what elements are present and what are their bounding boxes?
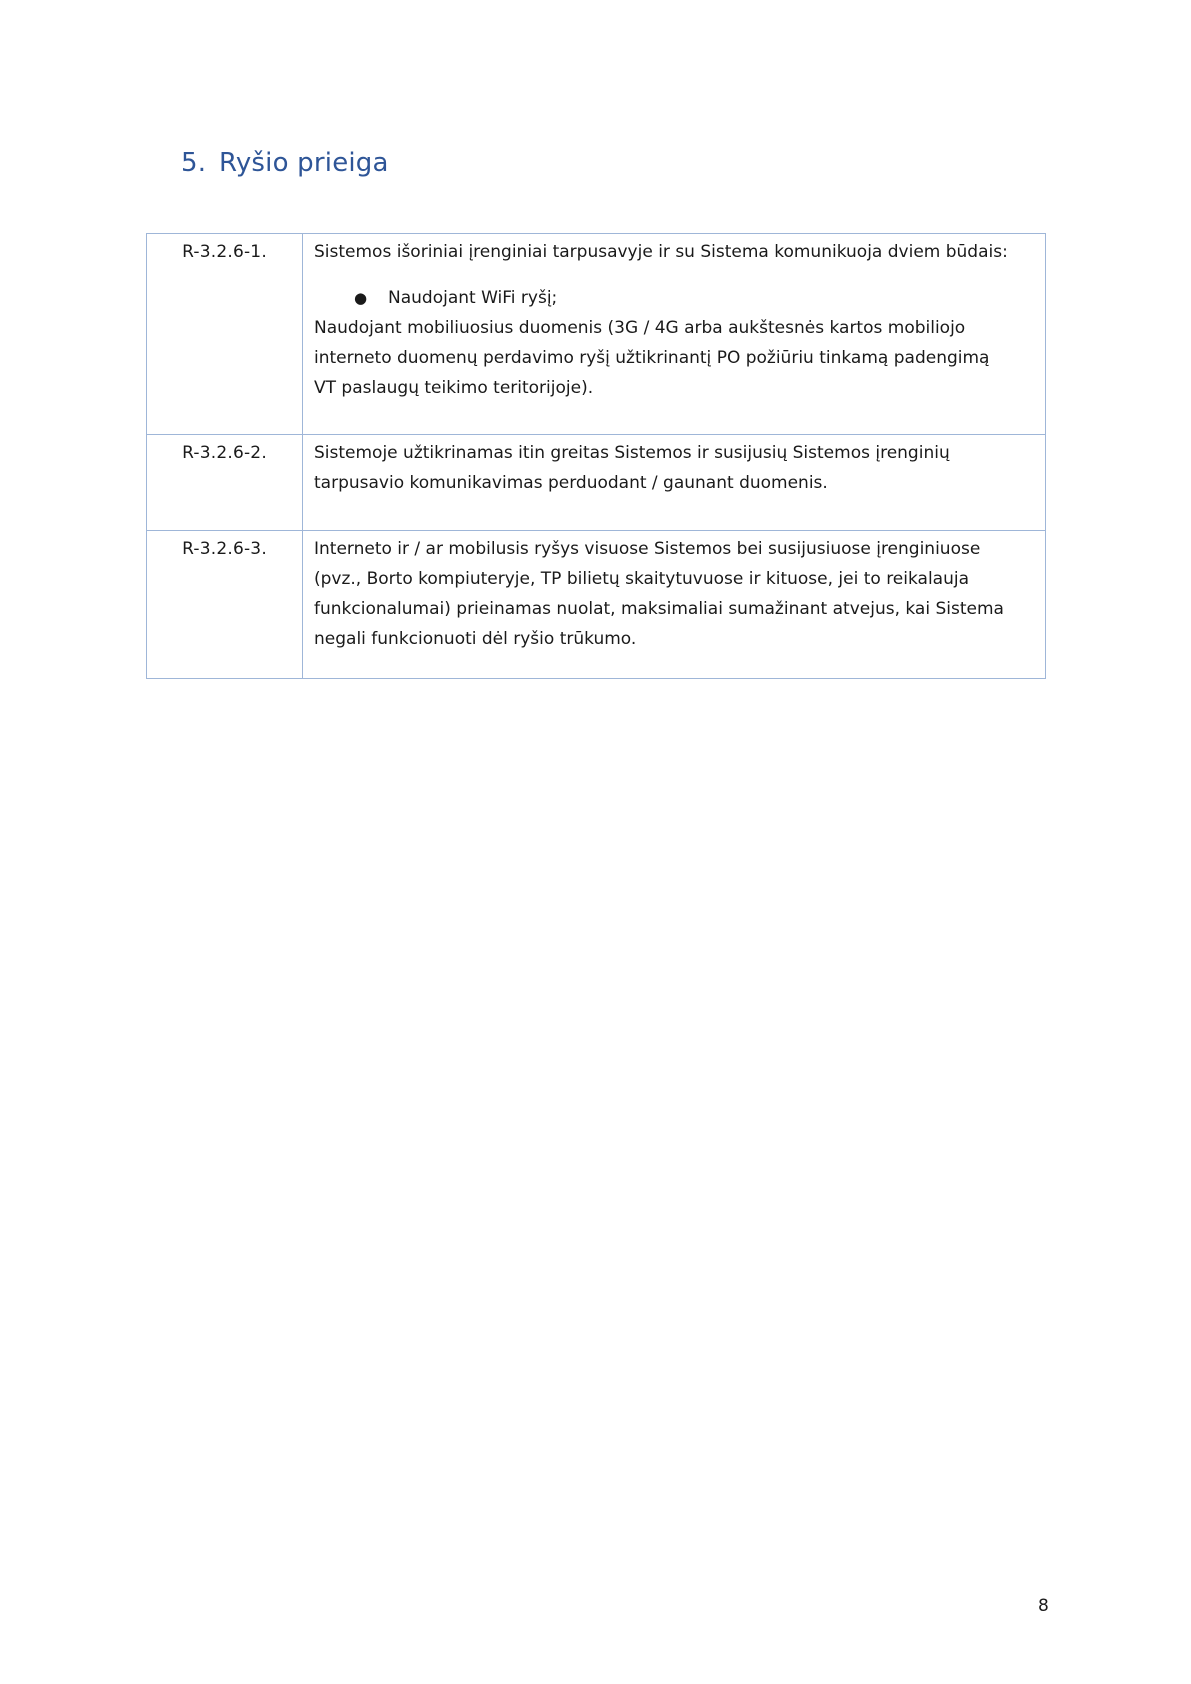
section-title: Ryšio prieiga [219,148,389,178]
requirement-line: interneto duomenų perdavimo ryšį užtikrinantį PO požiūriu tinkamą padengimą [314,348,990,368]
bullet-icon: ● [354,289,368,307]
requirement-id: R-3.2.6-3. [147,531,303,679]
requirement-text [303,234,1046,435]
requirement-line: (pvz., Borto kompiuteryje, TP bilietų skaitytuvuose ir kituose, jei to reikalauja [314,569,970,589]
page-number: 8 [1038,1596,1049,1616]
table-row [147,435,1046,531]
requirement-line: negali funkcionuoti dėl ryšio trūkumo. [314,629,637,649]
requirement-line: tarpusavio komunikavimas perduodant / gaunant duomenis. [314,473,828,493]
section-heading [181,148,389,178]
requirement-intro: Sistemos išoriniai įrenginiai tarpusavyje ir su Sistema komunikuoja dviem būdais: [314,242,1008,262]
requirement-line: Naudojant mobiliuosius duomenis (3G / 4G arba aukštesnės kartos mobiliojo [314,318,966,338]
requirement-line: Sistemoje užtikrinamas itin greitas Sistemos ir susijusių Sistemos įrenginių [314,443,950,463]
table-row [147,531,1046,679]
requirements-table [146,233,1046,679]
section-number: 5. [181,148,207,178]
table-row [147,234,1046,435]
bullet-item [314,283,1035,313]
requirement-text [303,435,1046,531]
requirement-id: R-3.2.6-2. [147,435,303,531]
requirement-line: funkcionalumai) prieinamas nuolat, maksimaliai sumažinant atvejus, kai Sistema [314,599,1004,619]
requirement-line: VT paslaugų teikimo teritorijoje). [314,378,594,398]
bullet-text: Naudojant WiFi ryšį; [388,288,558,308]
requirement-text [303,531,1046,679]
requirement-line: Interneto ir / ar mobilusis ryšys visuose Sistemos bei susijusiuose įrenginiuose [314,539,981,559]
requirement-id: R-3.2.6-1. [147,234,303,435]
